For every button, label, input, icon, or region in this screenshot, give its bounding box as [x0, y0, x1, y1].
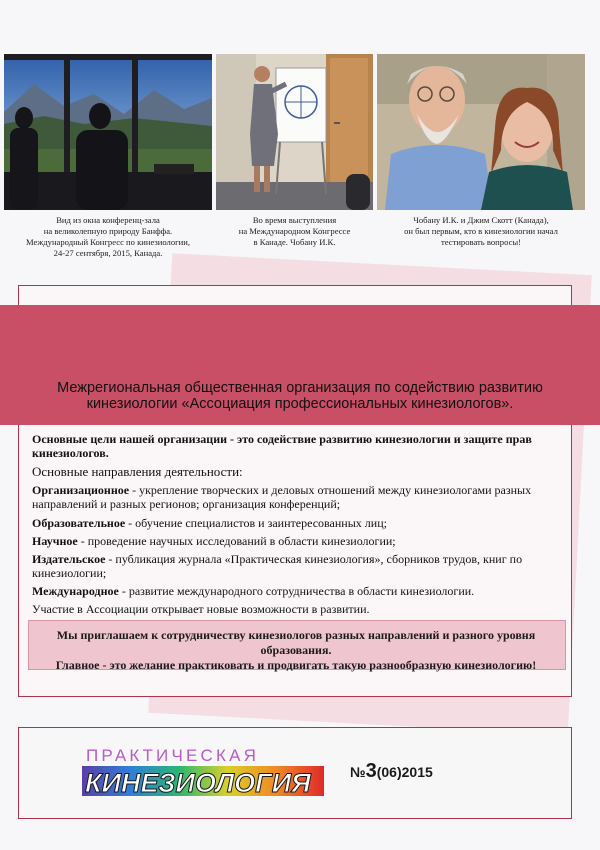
- organization-goals: Основные цели нашей организации - это содействие развитию кинезиологии и защите прав кинезиологов.: [32, 432, 532, 460]
- direction-item-educational: Образовательное - обучение специалистов и заинтересованных лиц;: [32, 516, 387, 530]
- journal-name-top: ПРАКТИЧЕСКАЯ: [86, 746, 260, 765]
- issue-number: №3(06)2015: [350, 760, 433, 782]
- directions-heading: Основные направления деятельности:: [32, 464, 243, 479]
- direction-item-publishing: Издательское - публикация журнала «Практическая кинезиология», сборников трудов, книг по кинезиологии;: [32, 552, 523, 580]
- journal-logo-graphic: [82, 744, 324, 800]
- organization-title: Межрегиональная общественная организация по содействию развитию кинезиологии «Ассоциация профессиональных кинезиологов».: [57, 380, 543, 412]
- direction-item-scientific: Научное - проведение научных исследований в области кинезиологии;: [32, 534, 396, 548]
- direction-item-organizational: Организационное - укрепление творческих и деловых отношений между кинезиологами разных направлений и разных регионов; организация конференций;: [32, 483, 532, 511]
- journal-name-bottom: КИНЕЗИОЛОГИЯ: [85, 768, 311, 798]
- portrait-photo: [377, 54, 585, 210]
- photo-caption-1: Вид из окна конференц-зала на великолепную природу Банффа. Международный Конгресс по кинезиологии, 24-27 сентября, 2015, Канада.: [26, 215, 190, 258]
- journal-logo: [82, 744, 324, 800]
- direction-item-international: Международное - развитие международного сотрудничества в области кинезиологии.: [32, 584, 475, 598]
- invitation-text: Мы приглашаем к сотрудничеству кинезиологов разных направлений и разного уровня образования. Главное - это желание практиковать и продвигать такую разнообразную кинезиологию!: [55, 628, 537, 672]
- conference-window-photo: [4, 54, 212, 210]
- photo-caption-3: Чобану И.К. и Джим Скотт (Канада), он был первым, кто в кинезиологии начал тестировать вопросы!: [404, 215, 558, 247]
- photo-caption-2: Во время выступления на Международном Конгрессе в Канаде. Чобану И.К.: [238, 215, 351, 247]
- participation-text: Участие в Ассоциации открывает новые возможности в развитии.: [32, 602, 370, 616]
- speaker-presentation-photo: [216, 54, 373, 210]
